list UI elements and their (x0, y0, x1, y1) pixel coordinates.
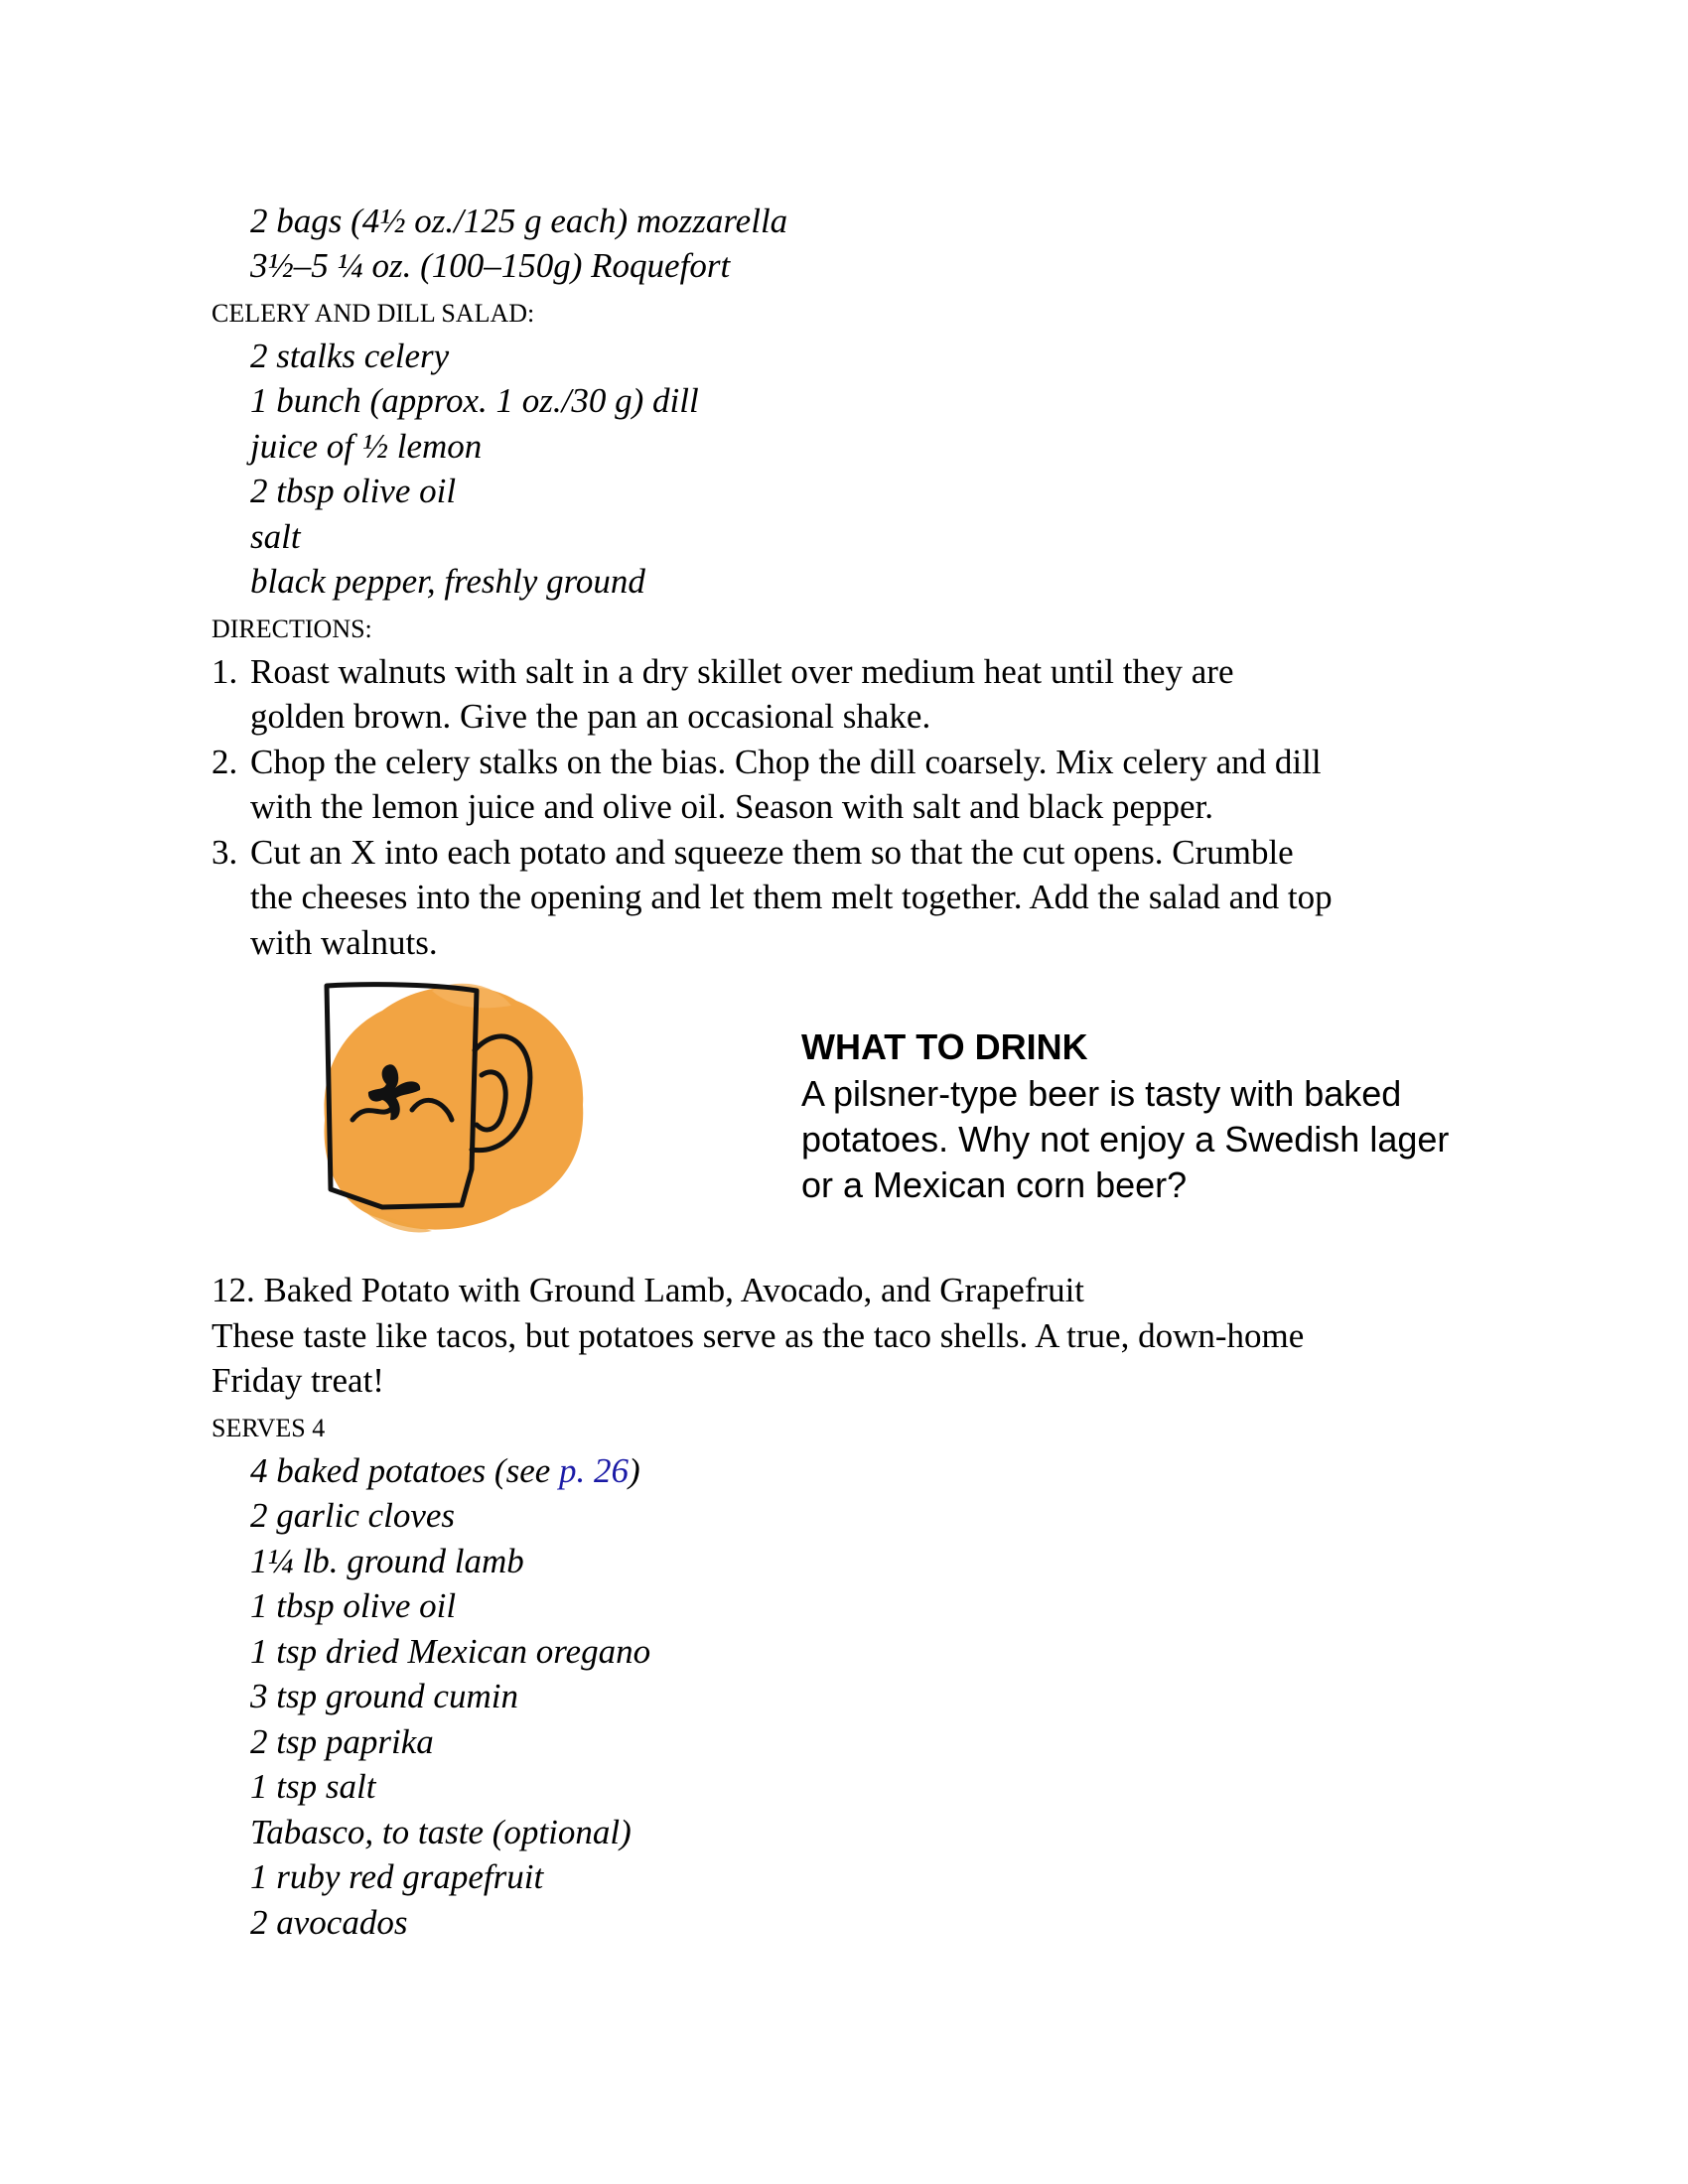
recipe-intro-line-1: These taste like tacos, but potatoes serve as the taco shells. A true, down-home (211, 1316, 1305, 1355)
salad-heading: CELERY AND DILL SALAD: (211, 299, 535, 328)
ingredient-baked-potatoes-text: 4 baked potatoes (see (250, 1451, 560, 1490)
ingredient-dill: 1 bunch (approx. 1 oz./30 g) dill (250, 381, 699, 420)
page-reference-link[interactable]: p. 26 (559, 1451, 630, 1490)
ingredient-olive-oil-2: 1 tbsp olive oil (250, 1586, 457, 1625)
drink-text-line-2: potatoes. Why not enjoy a Swedish lager (801, 1119, 1450, 1160)
ingredient-garlic: 2 garlic cloves (250, 1496, 456, 1535)
direction-3-line-3: with walnuts. (250, 923, 438, 962)
direction-1-line-1: Roast walnuts with salt in a dry skillet over medium heat until they are (250, 652, 1234, 691)
drink-text-line-1: A pilsner-type beer is tasty with baked (801, 1073, 1402, 1114)
direction-3-line-1: Cut an X into each potato and squeeze them so that the cut opens. Crumble (250, 833, 1294, 872)
directions-heading: DIRECTIONS: (211, 614, 372, 643)
direction-1-number: 1. (211, 652, 238, 691)
direction-1-line-2: golden brown. Give the pan an occasional shake. (250, 697, 931, 736)
recipe-intro-line-2: Friday treat! (211, 1361, 384, 1400)
ingredient-tabasco: Tabasco, to taste (optional) (250, 1813, 632, 1851)
recipe-title: 12. Baked Potato with Ground Lamb, Avocado, and Grapefruit (211, 1271, 1085, 1309)
ingredient-grapefruit: 1 ruby red grapefruit (250, 1857, 544, 1896)
ingredient-salt-2: 1 tsp salt (250, 1767, 376, 1806)
direction-3-line-2: the cheeses into the opening and let them melt together. Add the salad and top (250, 878, 1333, 916)
direction-2-line-2: with the lemon juice and olive oil. Season with salt and black pepper. (250, 787, 1214, 826)
direction-3-number: 3. (211, 833, 238, 872)
ingredient-black-pepper: black pepper, freshly ground (250, 562, 645, 601)
ingredient-salt: salt (250, 517, 301, 556)
ingredient-lemon: juice of ½ lemon (250, 427, 483, 466)
ingredient-cumin: 3 tsp ground cumin (250, 1677, 518, 1715)
drink-title: WHAT TO DRINK (801, 1026, 1088, 1067)
ingredient-baked-potatoes-close: ) (629, 1451, 640, 1490)
ingredient-mozzarella: 2 bags (4½ oz./125 g each) mozzarella (250, 202, 788, 240)
watercolor-splash (325, 986, 584, 1229)
ingredient-avocados: 2 avocados (250, 1903, 408, 1942)
serves-label: SERVES 4 (211, 1414, 326, 1442)
direction-2-line-1: Chop the celery stalks on the bias. Chop the dill coarsely. Mix celery and dill (250, 743, 1322, 781)
ingredient-oregano: 1 tsp dried Mexican oregano (250, 1632, 651, 1671)
ingredient-celery: 2 stalks celery (250, 337, 450, 375)
ingredient-olive-oil: 2 tbsp olive oil (250, 472, 457, 510)
ingredient-paprika: 2 tsp paprika (250, 1722, 434, 1761)
ingredient-ground-lamb: 1¼ lb. ground lamb (250, 1542, 524, 1580)
ingredient-baked-potatoes (250, 1448, 640, 1493)
drink-text-line-3: or a Mexican corn beer? (801, 1164, 1188, 1205)
ingredient-roquefort: 3½–5 ¼ oz. (100–150g) Roquefort (250, 246, 731, 285)
beer-mug-illustration (313, 971, 591, 1239)
direction-2-number: 2. (211, 743, 238, 781)
